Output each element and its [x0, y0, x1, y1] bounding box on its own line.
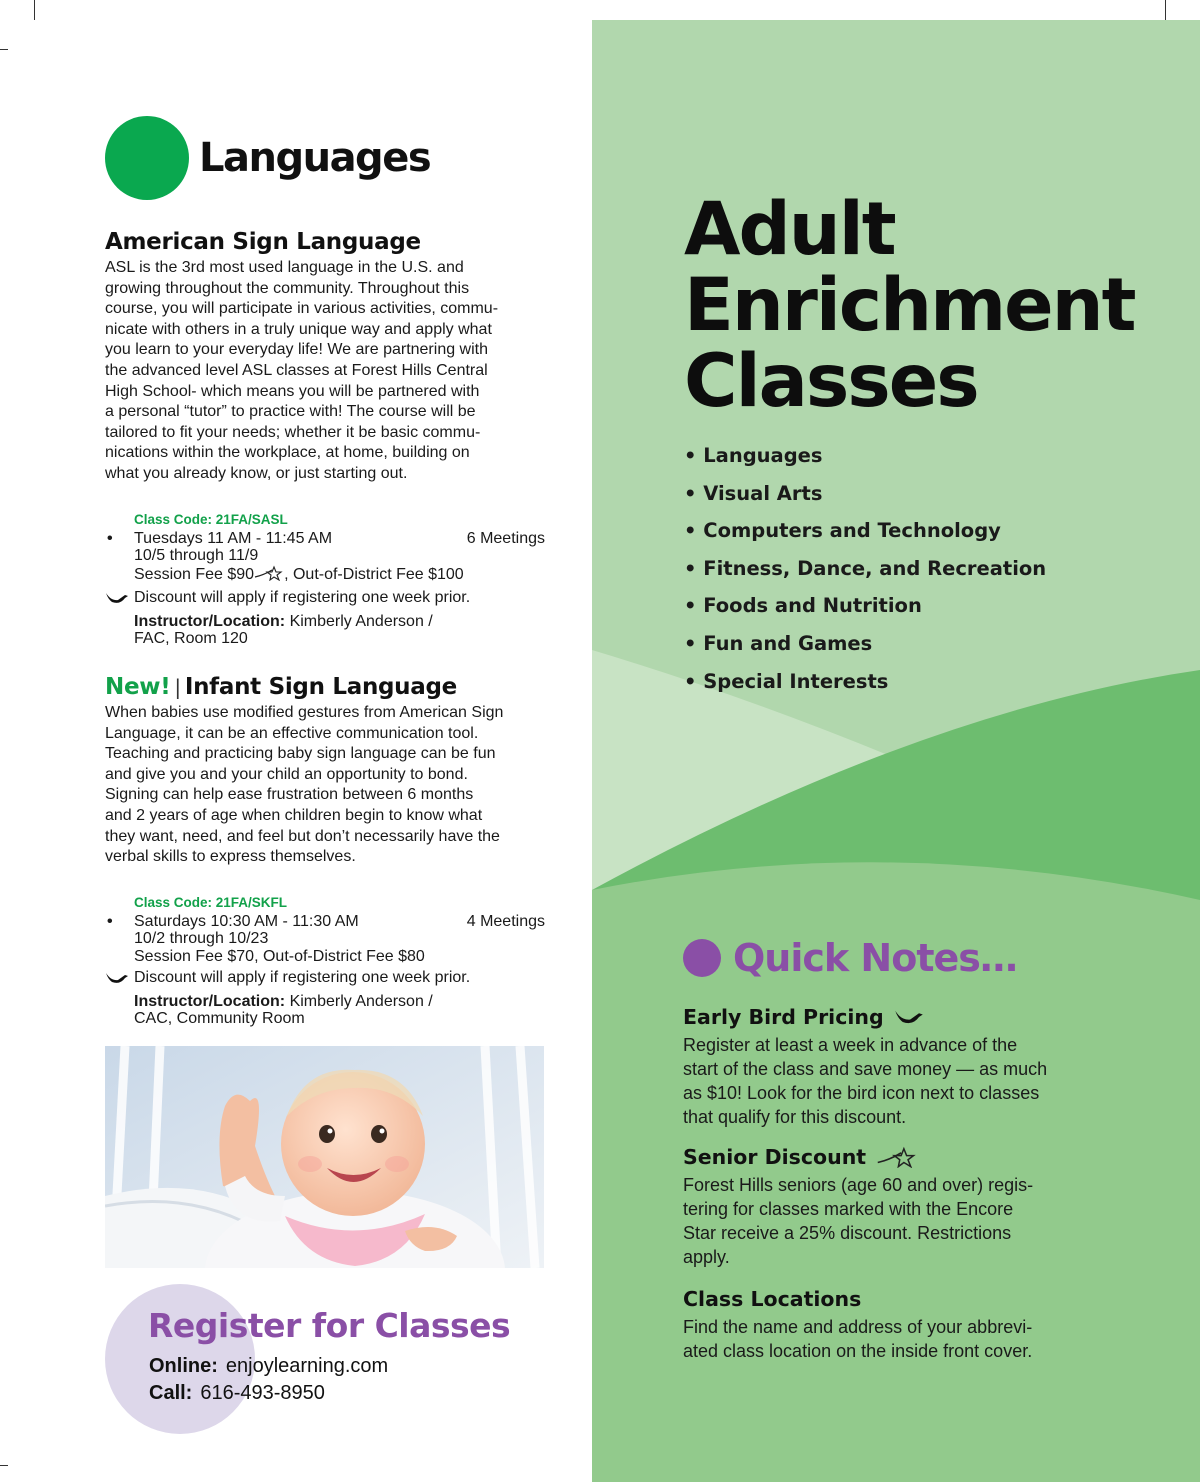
- quick-notes-title: Quick Notes…: [733, 936, 1017, 980]
- register-online: [149, 1355, 388, 1378]
- note-body: [683, 1033, 1083, 1129]
- note-line: that qualify for this discount.: [683, 1107, 907, 1127]
- note-line: Register at least a week in advance of the: [683, 1035, 1018, 1055]
- class-code: Class Code: 21FA/SKFL: [134, 894, 288, 910]
- desc-line: the advanced level ASL classes at Forest Hills Central: [105, 361, 488, 379]
- discount-row: [105, 969, 545, 987]
- instructor-row: [105, 613, 545, 631]
- topic-item: • Computers and Technology: [684, 519, 1001, 543]
- instructor-row: [105, 993, 545, 1011]
- note-line: Star receive a 25% discount. Restrictions: [683, 1223, 1012, 1243]
- location: FAC, Room 120: [134, 630, 248, 648]
- phone-number[interactable]: 616-493-8950: [200, 1382, 325, 1404]
- crop-mark: [34, 0, 35, 20]
- class-code: Class Code: 21FA/SASL: [134, 511, 288, 527]
- bullet: •: [107, 529, 113, 547]
- topic-list: [684, 443, 1046, 706]
- course-description: [105, 703, 545, 868]
- instructor-label: Instructor/Location:: [134, 992, 286, 1010]
- bird-icon: [105, 971, 129, 990]
- bird-icon: [105, 591, 129, 610]
- desc-line: and give you and your child an opportunity to bond.: [105, 765, 468, 783]
- topic-item: • Fun and Games: [684, 631, 873, 655]
- note-class-locations: [683, 1287, 1083, 1363]
- dates: 10/2 through 10/23: [134, 930, 269, 948]
- note-line: as $10! Look for the bird icon next to classes: [683, 1083, 1040, 1103]
- instructor-label: Instructor/Location:: [134, 612, 286, 630]
- schedule: Saturdays 10:30 AM - 11:30 AM: [134, 912, 359, 930]
- register-call: [149, 1382, 325, 1405]
- crop-mark: [0, 49, 8, 50]
- note-title-row: [683, 1005, 1083, 1029]
- note-line: start of the class and save money — as much: [683, 1059, 1048, 1079]
- crop-mark: [0, 1465, 8, 1466]
- desc-line: nicate with others in a truly unique way and apply what: [105, 320, 492, 338]
- section-dot: [105, 116, 189, 200]
- topic-item: • Visual Arts: [684, 481, 823, 505]
- desc-line: course, you will participate in various activities, commu-: [105, 300, 499, 318]
- note-line: apply.: [683, 1247, 730, 1267]
- note-early-bird: [683, 1005, 1083, 1129]
- section-title: Languages: [199, 135, 431, 181]
- discount-row: [105, 589, 545, 607]
- desc-line: verbal skills to express themselves.: [105, 848, 356, 866]
- encore-star-icon: [876, 1146, 918, 1168]
- online-link[interactable]: enjoylearning.com: [225, 1355, 389, 1377]
- discount-text: Discount will apply if registering one week prior.: [134, 589, 471, 607]
- bullet: •: [107, 912, 113, 930]
- dates: 10/5 through 11/9: [134, 547, 259, 565]
- note-body: [683, 1173, 1083, 1269]
- fee: Session Fee $70, Out-of-District Fee $80: [134, 947, 425, 965]
- note-line: ated class location on the inside front cover.: [683, 1341, 1033, 1361]
- desc-line: they want, need, and feel but don’t necessarily have the: [105, 827, 500, 845]
- fee-row: [105, 565, 545, 586]
- topic-item: • Foods and Nutrition: [684, 594, 922, 618]
- register-title: Register for Classes: [148, 1306, 511, 1345]
- course-title-row: [105, 673, 545, 701]
- schedule-row: [105, 530, 545, 548]
- note-title: Senior Discount: [683, 1145, 867, 1169]
- topic-item: • Special Interests: [684, 669, 889, 693]
- title-divider: |: [174, 675, 181, 699]
- quick-notes-header: [683, 936, 1017, 980]
- note-line: Forest Hills seniors (age 60 and over) regis-: [683, 1175, 1034, 1195]
- instructor: Kimberly Anderson /: [289, 612, 433, 630]
- course-title: American Sign Language: [105, 229, 421, 255]
- info-panel: [592, 20, 1200, 1482]
- desc-line: When babies use modified gestures from American Sign: [105, 704, 504, 721]
- desc-line: growing throughout the community. Throughout this: [105, 279, 470, 297]
- desc-line: a personal “tutor” to practice with! The course will be: [105, 403, 476, 421]
- baby-photo: [105, 1046, 544, 1268]
- course-title: Infant Sign Language: [184, 674, 457, 700]
- course-description: [105, 258, 545, 485]
- desc-line: ASL is the 3rd most used language in the U.S. and: [105, 259, 464, 276]
- schedule: Tuesdays 11 AM - 11:45 AM: [134, 529, 333, 547]
- call-label: Call:: [149, 1382, 193, 1404]
- fee-row: [105, 948, 545, 966]
- note-body: [683, 1315, 1083, 1363]
- fee-out-of-district: , Out-of-District Fee $100: [284, 565, 464, 583]
- hero-line: Adult: [684, 187, 895, 272]
- location: CAC, Community Room: [134, 1010, 305, 1028]
- encore-star-icon: [254, 565, 284, 586]
- note-title-row: [683, 1145, 1083, 1169]
- desc-line: High School- which means you will be partnered with: [105, 382, 480, 400]
- desc-line: Teaching and practicing baby sign language can be fun: [105, 745, 496, 763]
- schedule-row: [105, 913, 545, 931]
- hero-line: Classes: [684, 339, 978, 424]
- desc-line: tailored to fit your needs; whether it be basic commu-: [105, 423, 481, 441]
- crop-mark: [1165, 0, 1166, 20]
- desc-line: and 2 years of age when children begin to know what: [105, 806, 483, 824]
- meetings: 4 Meetings: [466, 912, 545, 930]
- note-title-row: [683, 1287, 1083, 1311]
- desc-line: nications within the workplace, at home, building on: [105, 444, 470, 462]
- note-title: Class Locations: [683, 1287, 862, 1311]
- note-line: tering for classes marked with the Encore: [683, 1199, 1014, 1219]
- note-title: Early Bird Pricing: [683, 1005, 884, 1029]
- meetings: 6 Meetings: [466, 529, 545, 547]
- note-senior-discount: [683, 1145, 1083, 1269]
- bird-icon: [894, 1008, 924, 1026]
- desc-line: Signing can help ease frustration between 6 months: [105, 786, 474, 804]
- hero-title: [684, 187, 1135, 424]
- topic-item: • Fitness, Dance, and Recreation: [684, 556, 1047, 580]
- instructor: Kimberly Anderson /: [289, 992, 433, 1010]
- desc-line: you learn to your everyday life! We are partnering with: [105, 341, 489, 359]
- course-asl: [105, 228, 545, 648]
- note-line: Find the name and address of your abbrevi-: [683, 1317, 1033, 1337]
- hero-line: Enrichment: [684, 263, 1135, 348]
- desc-line: Language, it can be an effective communication tool.: [105, 724, 479, 742]
- new-badge: New!: [105, 674, 171, 700]
- course-infant-sign: [105, 673, 545, 1028]
- section-header: [105, 116, 430, 200]
- online-label: Online:: [149, 1355, 218, 1377]
- quick-notes-dot: [683, 939, 721, 977]
- fee: Session Fee $90: [134, 565, 255, 583]
- topic-item: • Languages: [684, 444, 823, 467]
- discount-text: Discount will apply if registering one week prior.: [134, 969, 471, 987]
- desc-line: what you already know, or just starting out.: [105, 464, 408, 482]
